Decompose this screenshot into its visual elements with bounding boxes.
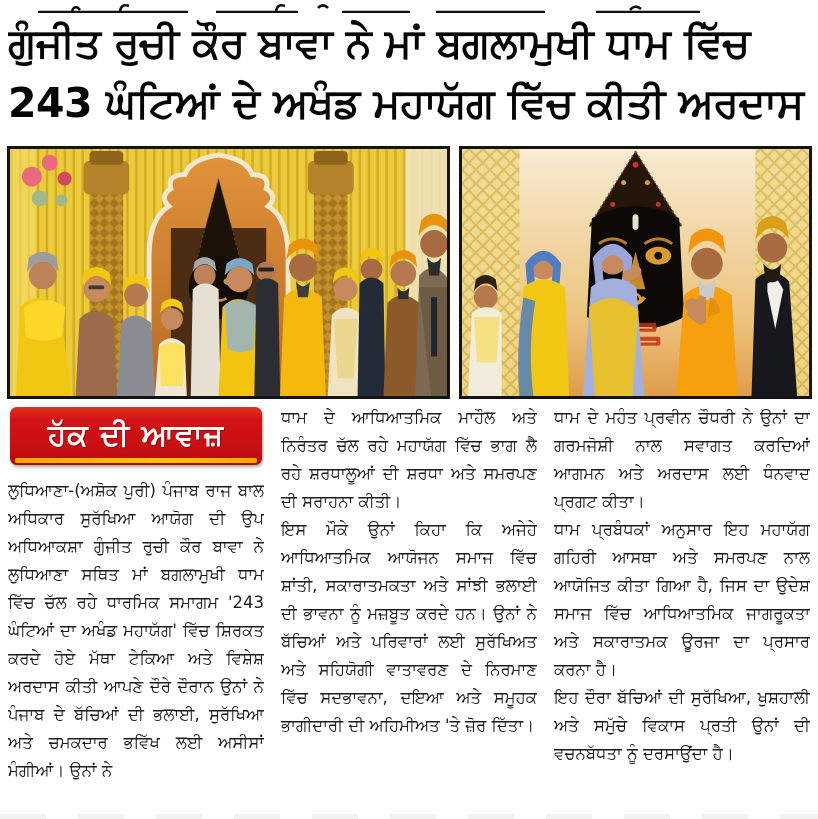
article-headline <box>8 13 810 143</box>
newspaper-masthead <box>10 407 262 465</box>
paragraph: ਲੁਧਿਆਣਾ-(ਅਸ਼ੋਕ ਪੁਰੀ) ਪੰਜਾਬ ਰਾਜ ਬਾਲ ਅਧਿਕਾਰ ਸੁਰੱਖਿਆ ਆਯੋਗ ਦੀ ਉਪ ਅਧਿਆਕਸ਼ਾ ਗੁੰਜੀਤ ਰੁਚੀ ਕੌਰ ਬਾਵਾ ਨੇ ਲੁਧਿਆਣਾ ਸਥਿਤ ਮਾਂ ਬਗਲਾਮੁਖੀ ਧਾਮ ਵਿੱਚ ਚੱਲ ਰਹੇ ਧਾਰਮਿਕ ਸਮਾਗਮ '243 ਘੰਟਿਆਂ ਦਾ ਅਖੰਡ ਮਹਾਯੱਗ' ਵਿੱਚ ਸ਼ਿਰਕਤ ਕਰਦੇ ਹੋਏ ਮੱਥਾ ਟੇਕਿਆ ਅਤੇ ਵਿਸ਼ੇਸ਼ ਅਰਦਾਸ ਕੀਤੀ ਆਪਣੇ ਦੌਰੇ ਦੌਰਾਨ ਉਨਾਂ ਨੇ ਪੰਜਾਬ ਦੇ ਬੱਚਿਆਂ ਦੀ ਭਲਾਈ, ਸੁਰੱਖਿਆ ਅਤੇ ਚਮਕਦਾਰ ਭਵਿੱਖ ਲਈ ਅਸੀਸਾਂ ਮੰਗੀਆਂ। ਉਨਾਂ ਨੇ <box>8 481 264 780</box>
photo-row <box>7 146 812 399</box>
article-column-1 <box>8 404 264 813</box>
masthead-accent-bar <box>15 458 257 463</box>
headline-line-2: 243 ਘੰਟਿਆਂ ਦੇ ਅਖੰਡ ਮਹਾਯੱਗ ਵਿੱਚ ਕੀਤੀ ਅਰਦਾਸ <box>8 79 804 127</box>
article-column-2 <box>281 404 537 813</box>
article-body <box>8 404 810 813</box>
paragraph: ਧਾਮ ਦੇ ਆਧਿਆਤਮਿਕ ਮਾਹੌਲ ਅਤੇ ਨਿਰੰਤਰ ਚੱਲ ਰਹੇ ਮਹਾਯੱਗ ਵਿੱਚ ਭਾਗ ਲੈ ਰਹੇ ਸ਼ਰਧਾਲੂਆਂ ਦੀ ਸ਼ਰਧਾ ਅਤੇ ਸਮਰਪਣ ਦੀ ਸਰਾਹਨਾ ਕੀਤੀ। <box>281 408 537 511</box>
article-column-3 <box>554 404 810 813</box>
paragraph: ਇਸ ਮੌਕੇ ਉਨਾਂ ਕਿਹਾ ਕਿ ਅਜੇਹੇ ਆਧਿਆਤਮਿਕ ਆਯੋਜਨ ਸਮਾਜ ਵਿੱਚ ਸ਼ਾਂਤੀ, ਸਕਾਰਾਤਮਕਤਾ ਅਤੇ ਸਾਂਝੀ ਭਲਾਈ ਦੀ ਭਾਵਨਾ ਨੂੰ ਮਜ਼ਬੂਤ ਕਰਦੇ ਹਨ। ਉਨਾਂ ਨੇ ਬੱਚਿਆਂ ਅਤੇ ਪਰਿਵਾਰਾਂ ਲਈ ਸੁਰੱਖਿਅਤ ਅਤੇ ਸਹਿਯੋਗੀ ਵਾਤਾਵਰਣ ਦੇ ਨਿਰਮਾਣ ਵਿੱਚ ਸਦਭਾਵਨਾ, ਦਇਆ ਅਤੇ ਸਮੂਹਕ ਭਾਗੀਦਾਰੀ ਦੀ ਅਹਿਮੀਅਤ 'ਤੇ ਜ਼ੋਰ ਦਿੱਤਾ। <box>281 520 537 735</box>
paragraph: ਧਾਮ ਦੇ ਮਹੰਤ ਪ੍ਰਵੀਨ ਚੌਧਰੀ ਨੇ ਉਨਾਂ ਦਾ ਗਰਮਜੋਸ਼ੀ ਨਾਲ ਸਵਾਗਤ ਕਰਦਿਆਂ ਆਗਮਨ ਅਤੇ ਅਰਦਾਸ ਲਈ ਧੰਨਵਾਦ ਪ੍ਰਗਟ ਕੀਤਾ। <box>554 408 810 511</box>
photo-right-illustration <box>462 149 809 396</box>
cropped-glyph-strokes <box>0 2 818 13</box>
photo-left-illustration <box>10 149 447 396</box>
cropped-previous-line <box>0 0 818 13</box>
headline-line-1: ਗੁੰਜੀਤ ਰੁਚੀ ਕੌਰ ਬਾਵਾ ਨੇ ਮਾਂ ਬਗਲਾਮੁਖੀ ਧਾਮ ਵਿੱਚ <box>8 19 750 67</box>
paragraph: ਇਹ ਦੌਰਾ ਬੱਚਿਆਂ ਦੀ ਸੁਰੱਖਿਆ, ਖੁਸ਼ਹਾਲੀ ਅਤੇ ਸਮੁੱਚੇ ਵਿਕਾਸ ਪ੍ਰਤੀ ਉਨਾਂ ਦੀ ਵਚਨਬੱਧਤਾ ਨੂੰ ਦਰਸਾਉਂਦਾ ਹੈ। <box>554 688 810 763</box>
cropped-next-line <box>0 814 818 819</box>
photo-group-at-shrine <box>7 146 450 399</box>
paragraph: ਧਾਮ ਪ੍ਰਬੰਧਕਾਂ ਅਨੁਸਾਰ ਇਹ ਮਹਾਯੱਗ ਗਹਿਰੀ ਆਸਥਾ ਅਤੇ ਸਮਰਪਣ ਨਾਲ ਆਯੋਜਿਤ ਕੀਤਾ ਗਿਆ ਹੈ, ਜਿਸ ਦਾ ਉਦੇਸ਼ ਸਮਾਜ ਵਿੱਚ ਆਧਿਆਤਮਿਕ ਜਾਗਰੂਕਤਾ ਅਤੇ ਸਕਾਰਾਤਮਕ ਊਰਜਾ ਦਾ ਪ੍ਰਸਾਰ ਕਰਨਾ ਹੈ। <box>554 520 810 679</box>
photo-greeting-mahant <box>459 146 812 399</box>
masthead-title: ਹੱਕ ਦੀ ਆਵਾਜ਼ <box>47 418 225 453</box>
